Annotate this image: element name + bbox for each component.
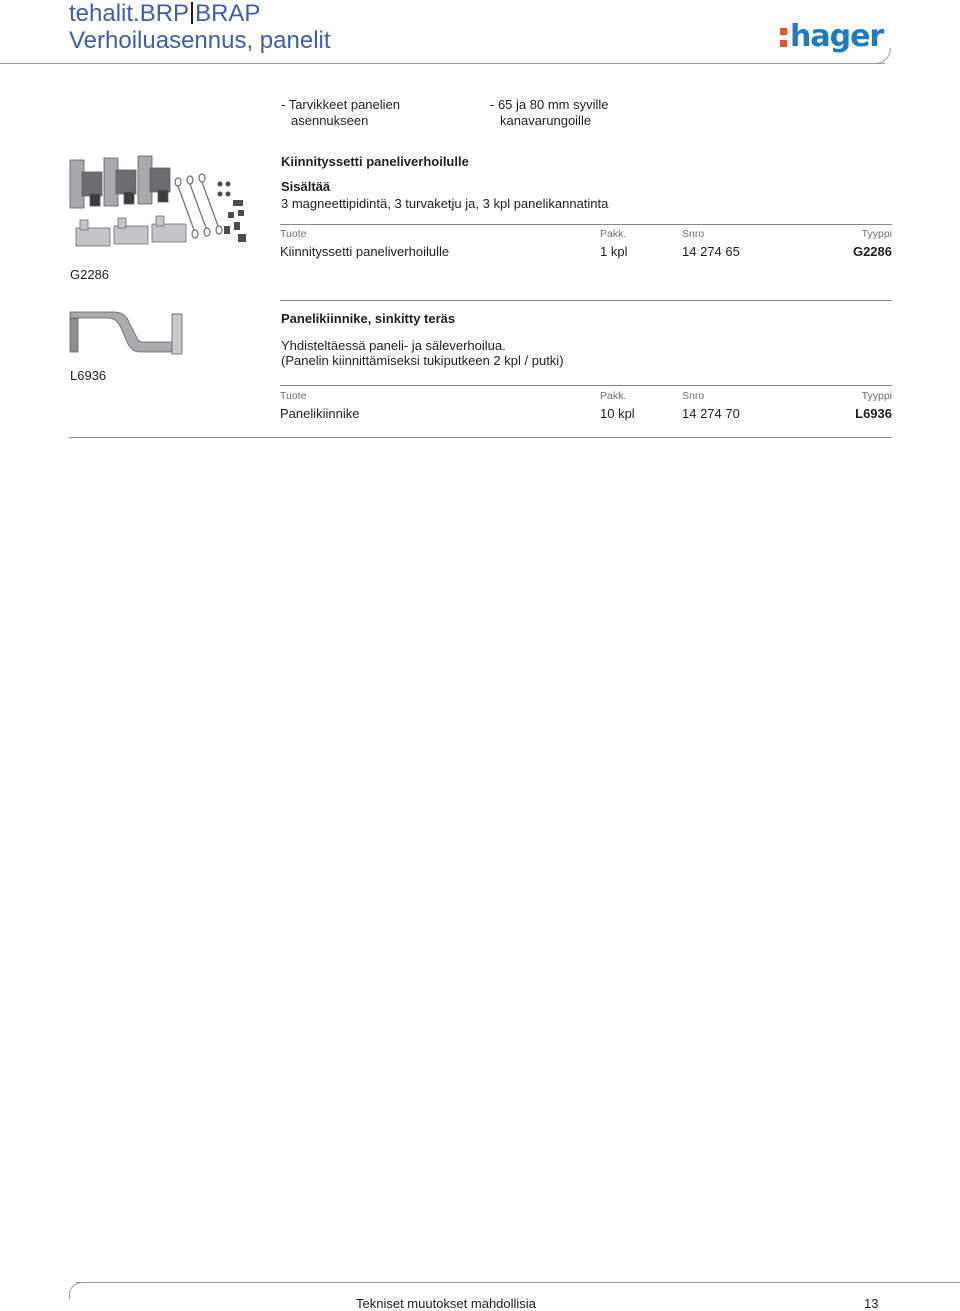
intro-right-line2: kanavarungoille bbox=[500, 113, 592, 128]
contents-label: Sisältää bbox=[281, 179, 331, 194]
section-bottom-rule bbox=[69, 437, 892, 438]
intro-right bbox=[490, 97, 608, 129]
intro-right-line1: - 65 ja 80 mm syville bbox=[490, 97, 609, 112]
row-snro: 14 274 70 bbox=[682, 406, 740, 421]
header-rule bbox=[0, 63, 885, 64]
col-header-snro: Snro bbox=[682, 390, 705, 402]
col-header-product: Tuote bbox=[280, 390, 307, 402]
intro-left-line1: - Tarvikkeet panelien bbox=[281, 97, 400, 112]
row-product: Panelikiinnike bbox=[280, 406, 360, 421]
section-divider bbox=[280, 300, 892, 301]
product-title: Kiinnityssetti paneliverhoilulle bbox=[281, 154, 469, 169]
product-description-line2: (Panelin kiinnittämiseksi tukiputkeen 2 kpl / putki) bbox=[281, 353, 564, 368]
title-brand-brp: BRP bbox=[139, 0, 190, 27]
row-pack: 1 kpl bbox=[600, 244, 628, 259]
product-description: 3 magneettipidintä, 3 turvaketju ja, 3 kpl panelikannatinta bbox=[281, 196, 609, 211]
table-top-rule bbox=[280, 224, 892, 225]
footer-rule bbox=[76, 1282, 960, 1283]
panel-support-icon bbox=[76, 216, 186, 246]
col-header-product: Tuote bbox=[280, 228, 307, 240]
logo-wordmark: hager bbox=[790, 19, 884, 54]
col-header-pack: Pakk. bbox=[600, 390, 627, 402]
title-line-1 bbox=[69, 0, 331, 27]
intro-left-line2: asennukseen bbox=[291, 113, 369, 128]
page-number: 13 bbox=[864, 1296, 879, 1311]
title-brand-brap: BRAP bbox=[195, 0, 261, 27]
product-code-label: G2286 bbox=[70, 267, 110, 282]
row-type: L6936 bbox=[855, 406, 892, 421]
table-top-rule bbox=[280, 385, 892, 386]
product-title: Panelikiinnike, sinkitty teräs bbox=[281, 311, 456, 326]
header-rule-curve bbox=[872, 48, 891, 64]
product-description-line1: Yhdisteltäessä paneli- ja säleverhoilua. bbox=[281, 338, 506, 353]
hager-logo bbox=[780, 20, 883, 54]
magnet-holder-icon bbox=[70, 156, 170, 208]
col-header-snro: Snro bbox=[682, 228, 705, 240]
product-code-label: L6936 bbox=[70, 368, 107, 383]
footer-note: Tekniset muutokset mahdollisia bbox=[356, 1296, 536, 1311]
page-title bbox=[69, 0, 331, 54]
logo-dots-icon bbox=[780, 28, 787, 47]
title-prefix: tehalit. bbox=[69, 0, 140, 27]
row-product: Kiinnityssetti paneliverhoilulle bbox=[280, 244, 450, 259]
col-header-type: Tyyppi bbox=[861, 390, 892, 402]
row-type: G2286 bbox=[852, 244, 892, 259]
l6936-bracket-image bbox=[68, 310, 184, 356]
intro-left bbox=[281, 97, 400, 129]
page-subtitle: Verhoiluasennus, panelit bbox=[69, 27, 331, 54]
title-separator bbox=[191, 2, 193, 24]
footer-rule-curve bbox=[69, 1282, 82, 1299]
col-header-type: Tyyppi bbox=[861, 228, 892, 240]
g2286-kit-image bbox=[68, 150, 258, 255]
col-header-pack: Pakk. bbox=[600, 228, 627, 240]
row-pack: 10 kpl bbox=[600, 406, 635, 421]
row-snro: 14 274 65 bbox=[682, 244, 740, 259]
